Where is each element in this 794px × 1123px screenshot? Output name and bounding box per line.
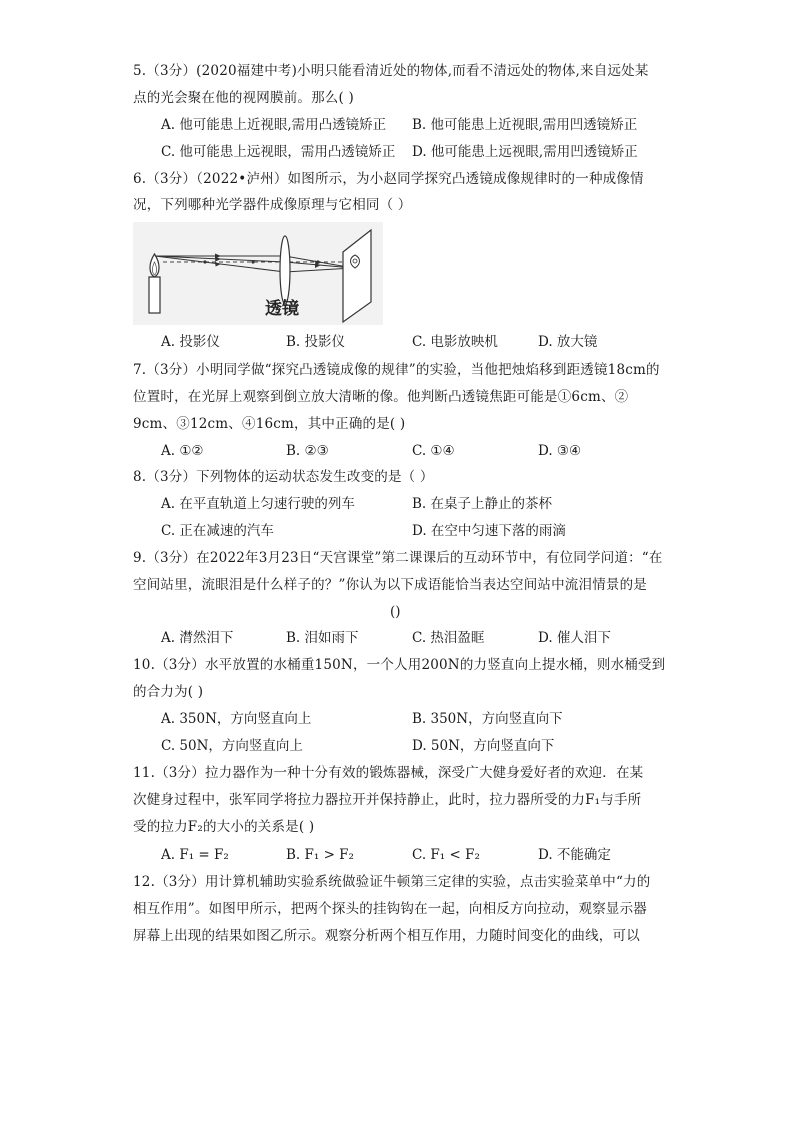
q7-option-d[interactable]: D. ③④: [538, 443, 582, 459]
q6-stem-line-2: 况，下列哪种光学器件成像原理与它相同（ ）: [133, 197, 412, 213]
q7-option-a[interactable]: A. ①②: [161, 443, 204, 459]
q8-option-b[interactable]: B. 在桌子上静止的茶杯: [412, 496, 553, 512]
q9-stem-line-1: 9.（3分）在2022年3月23日“天宫课堂”第二课课后的互动环节中，有位同学问道：“在: [133, 550, 663, 566]
lens-label: 透镜: [265, 299, 299, 319]
q8-option-c[interactable]: C. 正在减速的汽车: [161, 523, 274, 539]
q9-option-a[interactable]: A. 潸然泪下: [161, 630, 234, 646]
q7-option-b[interactable]: B. ②③: [286, 443, 329, 459]
q12-stem-line-2: 相互作用”。如图甲所示，把两个探头的挂钩钩在一起，向相反方向拉动，观察显示器: [133, 901, 648, 917]
q9-option-d[interactable]: D. 催人泪下: [538, 630, 611, 646]
q10-option-b[interactable]: B. 350N，方向竖直向下: [412, 711, 563, 727]
q5-option-d[interactable]: D. 他可能患上远视眼,需用凹透镜矫正: [412, 144, 638, 160]
q12-stem-line-1: 12.（3分）用计算机辅助实验系统做验证牛顿第三定律的实验，点击实验菜单中“力的: [133, 874, 651, 890]
q8-option-d[interactable]: D. 在空中匀速下落的雨滴: [412, 523, 566, 539]
q6-option-b[interactable]: B. 投影仪: [286, 334, 346, 350]
q10-stem-line-1: 10.（3分）水平放置的水桶重150N，一个人用200N的力竖直向上提水桶，则水桶受到: [133, 657, 666, 673]
q10-option-a[interactable]: A. 350N，方向竖直向上: [161, 711, 312, 727]
q5-option-b[interactable]: B. 他可能患上近视眼,需用凹透镜矫正: [412, 117, 638, 133]
q11-stem-line-2: 次健身过程中，张军同学将拉力器拉开并保持静止，此时，拉力器所受的力F₁与手所: [133, 792, 642, 808]
q10-option-c[interactable]: C. 50N，方向竖直向上: [161, 738, 303, 754]
q7-option-c[interactable]: C. ①④: [412, 443, 455, 459]
candle-body: [149, 277, 160, 313]
q5-option-a[interactable]: A. 他可能患上近视眼,需用凸透镜矫正: [161, 117, 387, 133]
q9-option-b[interactable]: B. 泪如雨下: [286, 630, 359, 646]
q7-stem-line-1: 7.（3分）小明同学做“探究凸透镜成像的规律”的实验，当他把烛焰移到距透镜18cm的: [133, 362, 660, 378]
q10-option-d[interactable]: D. 50N，方向竖直向下: [412, 738, 555, 754]
q5-option-c[interactable]: C. 他可能患上远视眼，需用凸透镜矫正: [161, 144, 396, 160]
q6-option-a[interactable]: A. 投影仪: [161, 334, 220, 350]
lens-diagram: [133, 222, 383, 325]
q6-option-d[interactable]: D. 放大镜: [538, 334, 598, 350]
q11-option-a[interactable]: A. F₁ = F₂: [161, 847, 229, 863]
q7-stem-line-3: 9cm、③12cm、④16cm，其中正确的是( ): [133, 416, 406, 432]
q7-stem-line-2: 位置时，在光屏上观察到倒立放大清晰的像。他判断凸透镜焦距可能是①6cm、②: [133, 389, 629, 405]
q9-option-c[interactable]: C. 热泪盈眶: [412, 630, 485, 646]
q11-option-c[interactable]: C. F₁ < F₂: [412, 847, 480, 863]
q8-stem-line-1: 8.（3分）下列物体的运动状态发生改变的是（ ）: [133, 469, 434, 485]
q8-option-a[interactable]: A. 在平直轨道上匀速行驶的列车: [161, 496, 355, 512]
q10-stem-line-2: 的合力为( ): [133, 684, 204, 700]
q11-option-b[interactable]: B. F₁ > F₂: [286, 847, 354, 863]
lens-imaging-figure: [133, 222, 383, 325]
q5-stem-line-2: 点的光会聚在他的视网膜前。那么( ): [133, 90, 354, 106]
q11-stem-line-1: 11.（3分）拉力器作为一种十分有效的锻炼器械，深受广大健身爱好者的欢迎．在某: [133, 765, 644, 781]
q6-stem-line-1: 6.（3分）（2022•泸州）如图所示，为小赵同学探究凸透镜成像规律时的一种成像情: [133, 171, 644, 187]
q6-option-c[interactable]: C. 电影放映机: [412, 334, 498, 350]
convex-lens: [280, 236, 290, 304]
q11-stem-line-3: 受的拉力F₂的大小的关系是( ): [133, 819, 315, 835]
q5-stem-line-1: 5.（3分）(2020福建中考)小明只能看清近处的物体,而看不清远处的物体,来自远处某: [133, 63, 649, 79]
q9-stem-line-3: (): [390, 604, 401, 620]
q12-stem-line-3: 屏幕上出现的结果如图乙所示。观察分析两个相互作用，力随时间变化的曲线，可以: [133, 928, 640, 944]
q9-stem-line-2: 空间站里，流眼泪是什么样子的？”你认为以下成语能恰当表达空间站中流泪情景的是: [133, 577, 648, 593]
q11-option-d[interactable]: D. 不能确定: [538, 847, 611, 863]
